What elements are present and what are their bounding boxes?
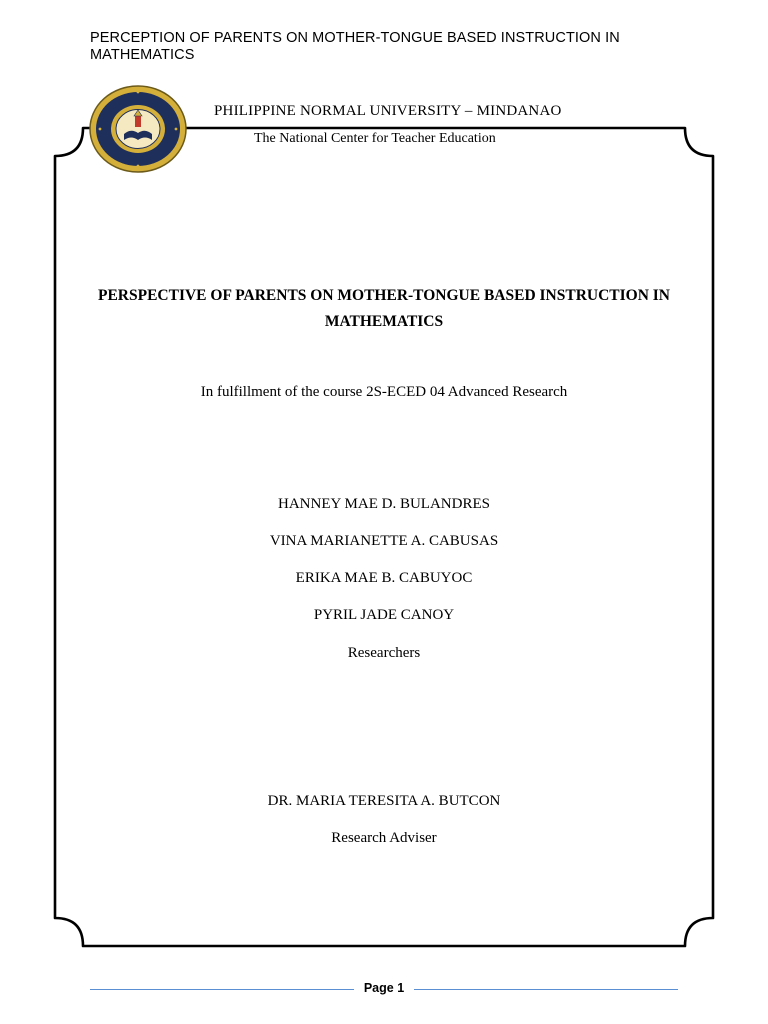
researcher-name: HANNEY MAE D. BULANDRES	[278, 496, 490, 512]
running-header: PERCEPTION OF PARENTS ON MOTHER-TONGUE BASED INSTRUCTION IN MATHEMATICS	[90, 30, 620, 63]
researcher-name: VINA MARIANETTE A. CABUSAS	[269, 533, 499, 549]
adviser-label: Research Adviser	[331, 830, 437, 846]
researcher-name: ERIKA MAE B. CABUYOC	[295, 570, 473, 586]
fulfillment-statement: In fulfillment of the course 2S-ECED 04 Advanced Research	[200, 384, 568, 400]
page-number: Page 1	[363, 981, 405, 995]
institution-name: PHILIPPINE NORMAL UNIVERSITY – MINDANAO	[214, 103, 562, 119]
institution-subtitle: The National Center for Teacher Education	[254, 131, 496, 146]
researchers-label: Researchers	[347, 645, 421, 661]
adviser-name: DR. MARIA TERESITA A. BUTCON	[267, 793, 501, 809]
researcher-name: PYRIL JADE CANOY	[313, 607, 455, 623]
university-seal-icon	[88, 84, 188, 174]
document-title: PERSPECTIVE OF PARENTS ON MOTHER-TONGUE BASED INSTRUCTION IN MATHEMATICS	[97, 287, 670, 330]
